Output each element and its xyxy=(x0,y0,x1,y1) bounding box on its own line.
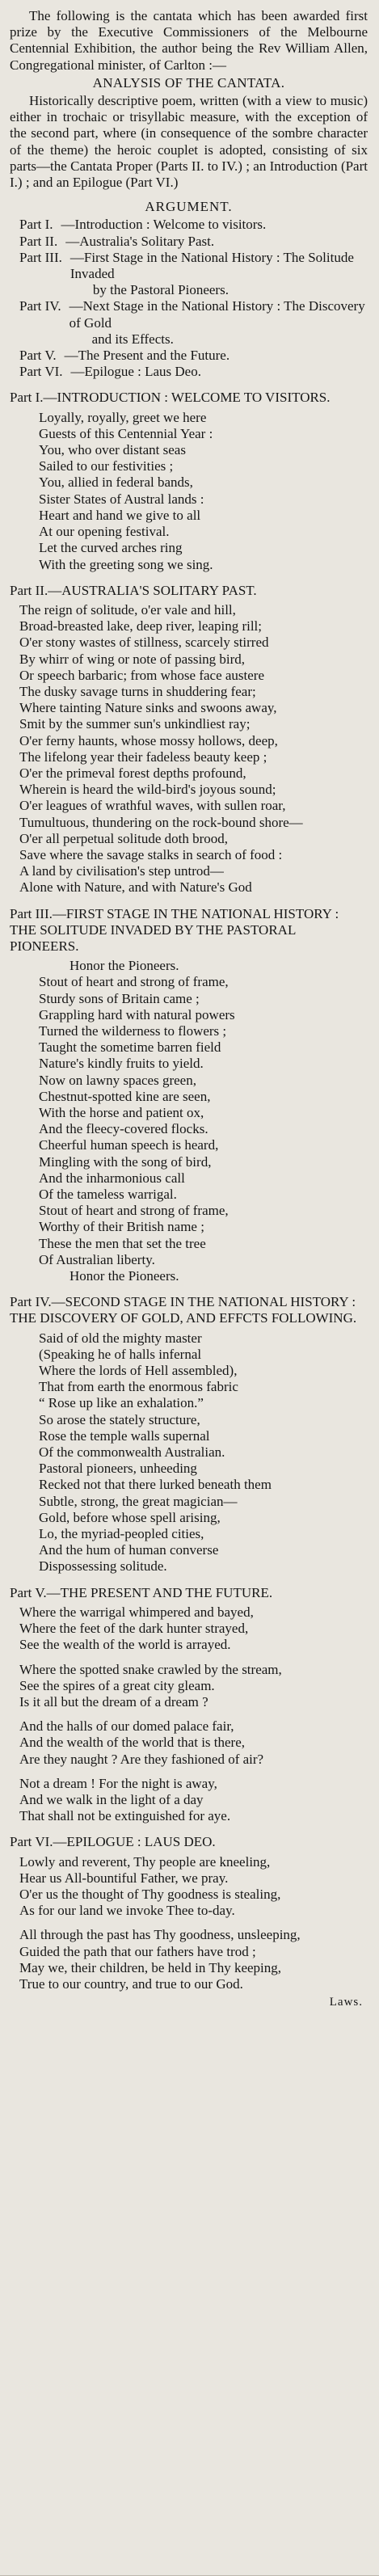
verse-line: So arose the stately structure, xyxy=(39,1411,200,1427)
verse-line: Tumultuous, thundering on the rock-bound shore— xyxy=(19,814,303,830)
verse-line: Are they naught ? Are they fashioned of air? xyxy=(19,1751,264,1767)
verse-line: And we walk in the light of a day xyxy=(19,1791,204,1807)
verse-line: Of Australian liberty. xyxy=(39,1251,155,1267)
verse-line: That shall not be extinguished for aye. xyxy=(19,1808,231,1824)
argument-text-line: —Introduction : Welcome to visitors. xyxy=(61,217,267,233)
argument-item xyxy=(10,217,368,233)
verse-line: At our opening festival. xyxy=(39,524,170,540)
stanza-gap xyxy=(10,1768,368,1776)
verse-line: Chestnut-spotted kine are seen, xyxy=(39,1088,211,1104)
analysis-paragraph: Historically descriptive poem, written (with a view to music) either in trochaic or trisyllabic measure, with the exception of the second part, where (in consequence of the sombre character of the theme) the heroic couplet is adopted, consisting of six parts—the Cantata Proper (Parts II. to IV.) ; an Introduction (Part I.) ; and an Epilogue (Part VI.) xyxy=(10,93,368,191)
part5-stanza-1 xyxy=(10,1604,368,1654)
part5-stanza-2 xyxy=(10,1662,368,1711)
verse-line: Of the tameless warrigal. xyxy=(39,1187,177,1203)
verse-line: The dusky savage turns in shuddering fear; xyxy=(19,683,256,699)
verse-line: Hear us All-bountiful Father, we pray. xyxy=(19,1870,229,1886)
verse-line: Broad-breasted lake, deep river, leaping rill; xyxy=(19,618,262,635)
verse-line: Worthy of their British name ; xyxy=(39,1219,204,1235)
verse-line: Loyally, royally, greet we here xyxy=(39,409,207,425)
part2-verse xyxy=(10,602,368,896)
verse-line: The reign of solitude, o'er vale and hill, xyxy=(19,601,236,618)
argument-text-line: —Australia's Solitary Past. xyxy=(65,233,215,249)
verse-line: Recked not that there lurked beneath them xyxy=(39,1477,272,1493)
argument-text-continuation: and its Effects. xyxy=(91,331,174,347)
argument-part-label: Part IV. xyxy=(19,298,61,314)
argument-list xyxy=(10,217,368,380)
verse-line: Guided the path that our fathers have trod ; xyxy=(19,1943,256,1959)
verse-line: Where the warrigal whimpered and bayed, xyxy=(19,1604,254,1620)
verse-line: O'er ferny haunts, whose mossy hollows, deep, xyxy=(19,732,278,748)
argument-item xyxy=(10,234,368,250)
intro-paragraph: The following is the cantata which has been awarded first prize by the Executive Commissioners of the Melbourne Centennial Exhibition, the author being the Rev William Allen, Congregational minister, of Carlton :— xyxy=(10,8,368,73)
verse-line: Now on lawny spaces green, xyxy=(39,1072,196,1088)
part2-heading: Part II.—AUSTRALIA'S SOLITARY PAST. xyxy=(10,582,257,598)
part6-stanza-1 xyxy=(10,1854,368,1920)
verse-line: With the greeting song we sing. xyxy=(39,556,213,572)
argument-text-continuation: by the Pastoral Pioneers. xyxy=(92,282,229,298)
verse-line: These the men that set the tree xyxy=(39,1235,206,1251)
argument-part-label: Part VI. xyxy=(19,364,63,380)
verse-line: With the horse and patient ox, xyxy=(39,1105,204,1120)
verse-line: Not a dream ! For the night is away, xyxy=(19,1775,217,1791)
verse-line: O'er stony wastes of stillness, scarcely stirred xyxy=(19,635,269,651)
verse-line: Turned the wilderness to flowers ; xyxy=(39,1022,227,1039)
verse-line: Said of old the mighty master xyxy=(39,1330,202,1346)
verse-line: A land by civilisation's step untrod— xyxy=(19,863,224,879)
verse-line: O'er leagues of wrathful waves, with sullen roar, xyxy=(19,798,286,814)
verse-line: Of the commonwealth Australian. xyxy=(39,1444,225,1461)
verse-line: You, allied in federal bands, xyxy=(39,474,193,491)
argument-text-line: —The Present and the Future. xyxy=(64,348,230,364)
verse-line: Stout of heart and strong of frame, xyxy=(39,974,229,990)
verse-line: And the inharmonious call xyxy=(39,1170,185,1186)
argument-part-label: Part III. xyxy=(19,249,62,265)
verse-line: Lo, the myriad-peopled cities, xyxy=(39,1526,204,1542)
part3-verse xyxy=(10,958,368,1284)
verse-line: Honor the Pioneers. xyxy=(69,1268,179,1284)
verse-line: The lifelong year their fadeless beauty keep ; xyxy=(19,748,267,765)
argument-item xyxy=(10,298,368,348)
verse-line: Gold, before whose spell arising, xyxy=(39,1509,221,1525)
argument-part-text xyxy=(61,298,368,348)
verse-line: Alone with Nature, and with Nature's God xyxy=(19,879,252,896)
argument-part-label: Part I. xyxy=(19,217,53,233)
part1-verse xyxy=(10,410,368,573)
verse-line: And the wealth of the world that is there, xyxy=(19,1735,246,1751)
argument-part-text xyxy=(57,234,368,250)
part3-heading: Part III.—FIRST STAGE IN THE NATIONAL HISTORY : THE SOLITUDE INVADED BY THE PASTORAL PIONEERS. xyxy=(10,905,339,954)
verse-line: By whirr of wing or note of passing bird, xyxy=(19,651,246,667)
verse-line: (Speaking he of halls infernal xyxy=(39,1346,202,1362)
verse-line: Heart and hand we give to all xyxy=(39,507,201,523)
verse-line: O'er us the thought of Thy goodness is stealing, xyxy=(19,1886,281,1902)
argument-part-text xyxy=(62,250,368,299)
argument-part-text xyxy=(53,217,368,233)
verse-line: Subtle, strong, the great magician— xyxy=(39,1493,238,1509)
stanza-gap xyxy=(10,1654,368,1662)
verse-line: Taught the sometime barren field xyxy=(39,1039,221,1056)
part5-stanza-3 xyxy=(10,1718,368,1768)
verse-line: Dispossessing solitude. xyxy=(39,1558,167,1575)
verse-line: Sailed to our festivities ; xyxy=(39,458,174,474)
verse-line: And the halls of our domed palace fair, xyxy=(19,1718,234,1735)
verse-line: You, who over distant seas xyxy=(39,442,186,458)
argument-item xyxy=(10,348,368,364)
verse-line: Where the lords of Hell assembled), xyxy=(39,1363,238,1379)
verse-line: Nature's kindly fruits to yield. xyxy=(39,1056,204,1072)
verse-line: Mingling with the song of bird, xyxy=(39,1153,212,1170)
verse-line: See the wealth of the world is arrayed. xyxy=(19,1637,231,1653)
verse-line: Smit by the summer sun's unkindliest ray; xyxy=(19,716,251,732)
part4-verse xyxy=(10,1330,368,1575)
verse-line: Where the spotted snake crawled by the stream, xyxy=(19,1661,282,1677)
verse-line: Grappling hard with natural powers xyxy=(39,1006,235,1022)
verse-line: Wherein is heard the wild-bird's joyous sound; xyxy=(19,782,276,798)
verse-line: Where the feet of the dark hunter strayed, xyxy=(19,1621,249,1637)
verse-line: Pastoral pioneers, unheeding xyxy=(39,1461,197,1477)
verse-line: Guests of this Centennial Year : xyxy=(39,425,213,441)
intro xyxy=(10,8,368,74)
part1-heading: Part I.—INTRODUCTION : WELCOME TO VISITORS. xyxy=(10,390,331,406)
verse-line: Is it all but the dream of a dream ? xyxy=(19,1693,208,1710)
verse-line: O'er all perpetual solitude doth brood, xyxy=(19,830,228,846)
verse-line: And the fleecy-covered flocks. xyxy=(39,1121,208,1137)
argument-part-text xyxy=(57,348,368,364)
verse-line: May we, their children, be held in Thy keeping, xyxy=(19,1959,282,1975)
verse-line: See the spires of a great city gleam. xyxy=(19,1677,215,1693)
verse-line: Cheerful human speech is heard, xyxy=(39,1137,219,1153)
part6-heading: Part VI.—EPILOGUE : LAUS DEO. xyxy=(10,1834,216,1850)
verse-line: Sturdy sons of Britain came ; xyxy=(39,990,200,1006)
verse-line: Lowly and reverent, Thy people are kneeling, xyxy=(19,1853,271,1870)
author-signature: Laws. xyxy=(329,1996,363,2009)
verse-line: And the hum of human converse xyxy=(39,1542,219,1558)
verse-line: That from earth the enormous fabric xyxy=(39,1379,238,1395)
part5-heading: Part V.—THE PRESENT AND THE FUTURE. xyxy=(10,1584,273,1600)
argument-heading: ARGUMENT. xyxy=(145,199,233,215)
argument-part-label: Part II. xyxy=(19,233,58,249)
argument-text-line: —Epilogue : Laus Deo. xyxy=(70,364,201,380)
argument-text-line: —Next Stage in the National History : The Discovery of Gold xyxy=(69,298,365,331)
verse-line: Stout of heart and strong of frame, xyxy=(39,1203,229,1219)
verse-line: True to our country, and true to our God. xyxy=(19,1975,243,1992)
part6-stanza-2 xyxy=(10,1927,368,1992)
part5-stanza-4 xyxy=(10,1776,368,1825)
verse-line: Save where the savage stalks in search of food : xyxy=(19,846,283,862)
argument-part-text xyxy=(63,364,368,380)
argument-item xyxy=(10,364,368,380)
verse-line: Honor the Pioneers. xyxy=(69,958,179,974)
part4-heading: Part IV.—SECOND STAGE IN THE NATIONAL HISTORY : THE DISCOVERY OF GOLD, AND EFFCTS FOLLOWING. xyxy=(10,1294,357,1326)
verse-line: All through the past has Thy goodness, unsleeping, xyxy=(19,1927,301,1943)
verse-line: Sister States of Austral lands : xyxy=(39,491,204,507)
stanza-gap xyxy=(10,1710,368,1718)
verse-line: Let the curved arches ring xyxy=(39,540,183,556)
verse-line: Where tainting Nature sinks and swoons away, xyxy=(19,700,277,716)
verse-line: As for our land we invoke Thee to-day. xyxy=(19,1903,235,1919)
argument-item xyxy=(10,250,368,299)
argument-text-line: —First Stage in the National History : The Solitude Invaded xyxy=(69,249,354,282)
verse-line: “ Rose up like an exhalation.” xyxy=(39,1395,204,1411)
stanza-gap xyxy=(10,1919,368,1927)
analysis-title: ANALYSIS OF THE CANTATA. xyxy=(92,74,285,91)
argument-part-label: Part V. xyxy=(19,348,57,364)
verse-line: Rose the temple walls supernal xyxy=(39,1427,210,1444)
verse-line: O'er the primeval forest depths profound, xyxy=(19,765,246,781)
verse-line: Or speech barbaric; from whose face austere xyxy=(19,667,265,683)
